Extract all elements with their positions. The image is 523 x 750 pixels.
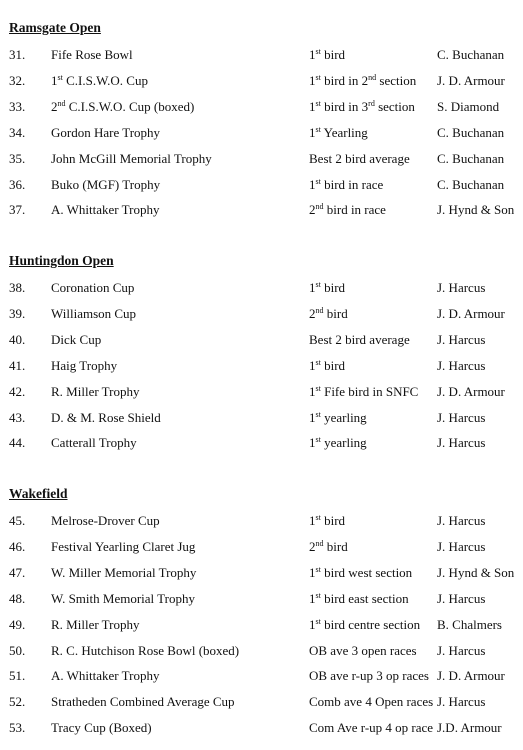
row-number: 35. <box>9 150 26 166</box>
row-number: 31. <box>9 47 26 62</box>
section-heading: Ramsgate Open <box>9 20 101 35</box>
row-number: 51. <box>9 668 26 684</box>
trophy-row <box>0 125 523 143</box>
trophy-row <box>0 177 523 195</box>
trophy-name: Williamson Cup <box>51 305 137 321</box>
winner-name: J. D. Armour <box>437 668 505 684</box>
row-number: 32. <box>9 72 26 88</box>
winner-name: C. Buchanan <box>437 47 505 62</box>
winner-name: J. Harcus <box>437 590 486 606</box>
winner-name: J. Harcus <box>437 280 486 295</box>
trophy-name: Fife Rose Bowl <box>51 47 133 62</box>
winner-name: J. Harcus <box>437 435 486 451</box>
row-number: 43. <box>9 409 26 425</box>
award-criteria: 1st bird in race <box>309 176 384 192</box>
winner-name: J. Harcus <box>437 513 486 528</box>
trophy-row <box>0 643 523 661</box>
award-criteria: 1st bird <box>309 280 346 295</box>
award-criteria: 1st bird <box>309 513 346 528</box>
trophy-row <box>0 358 523 376</box>
award-criteria: OB ave r-up 3 op races <box>309 668 429 684</box>
award-criteria: Com Ave r-up 4 op race <box>309 720 434 736</box>
trophy-row <box>0 99 523 117</box>
trophy-row <box>0 694 523 712</box>
winner-name: J. Harcus <box>437 538 486 554</box>
trophy-row <box>0 384 523 402</box>
trophy-name: R. C. Hutchison Rose Bowl (boxed) <box>51 642 240 658</box>
section-heading: Huntingdon Open <box>9 253 114 268</box>
row-number: 48. <box>9 590 26 606</box>
row-number: 44. <box>9 435 26 451</box>
winner-name: B. Chalmers <box>437 616 502 632</box>
award-criteria: 1st bird <box>309 47 346 62</box>
row-number: 33. <box>9 98 26 114</box>
award-criteria: 1st Fife bird in SNFC <box>309 383 419 399</box>
trophy-name: Gordon Hare Trophy <box>51 124 161 140</box>
award-criteria: 1st bird in 3rd section <box>309 98 415 114</box>
winner-name: J. Harcus <box>437 331 486 347</box>
trophy-row <box>0 513 523 531</box>
trophy-row <box>0 591 523 609</box>
award-criteria: 1st bird <box>309 357 346 373</box>
trophy-name: Coronation Cup <box>51 280 135 295</box>
trophy-name: A. Whittaker Trophy <box>51 668 160 684</box>
row-number: 45. <box>9 513 26 528</box>
award-criteria: 1st yearling <box>309 435 367 451</box>
winner-name: C. Buchanan <box>437 150 505 166</box>
winner-name: J. Hynd & Son <box>437 564 515 580</box>
row-number: 40. <box>9 331 26 347</box>
winner-name: J. D. Armour <box>437 305 505 321</box>
row-number: 52. <box>9 694 26 710</box>
award-criteria: 1st bird centre section <box>309 616 421 632</box>
winner-name: J. D. Armour <box>437 72 505 88</box>
trophy-name: W. Miller Memorial Trophy <box>51 564 197 580</box>
trophy-name: John McGill Memorial Trophy <box>51 150 212 166</box>
trophy-name: Tracy Cup (Boxed) <box>51 720 152 736</box>
trophy-row <box>0 565 523 583</box>
winner-name: C. Buchanan <box>437 176 505 192</box>
winner-name: J. Harcus <box>437 694 486 710</box>
trophy-row <box>0 435 523 453</box>
winner-name: J. Harcus <box>437 642 486 658</box>
trophy-name: R. Miller Trophy <box>51 616 140 632</box>
trophy-row <box>0 720 523 738</box>
award-criteria: 1st bird in 2nd section <box>309 72 417 88</box>
award-criteria: 1st bird east section <box>309 590 409 606</box>
trophy-row <box>0 280 523 298</box>
row-number: 42. <box>9 383 26 399</box>
trophy-row <box>0 306 523 324</box>
award-criteria: 1st Yearling <box>309 124 368 140</box>
row-number: 50. <box>9 642 26 658</box>
award-criteria: Comb ave 4 Open races <box>309 694 434 710</box>
trophy-name: Dick Cup <box>51 331 102 347</box>
trophy-name: R. Miller Trophy <box>51 383 140 399</box>
row-number: 47. <box>9 564 26 580</box>
row-number: 49. <box>9 616 26 632</box>
trophy-name: Stratheden Combined Average Cup <box>51 694 235 710</box>
row-number: 38. <box>9 280 26 295</box>
row-number: 53. <box>9 720 26 736</box>
trophy-name: 2nd C.I.S.W.O. Cup (boxed) <box>51 98 195 114</box>
trophy-name: Haig Trophy <box>51 357 118 373</box>
trophy-row <box>0 410 523 428</box>
award-criteria: 2nd bird in race <box>309 202 386 218</box>
trophy-name: A. Whittaker Trophy <box>51 202 160 218</box>
trophy-row <box>0 539 523 557</box>
award-criteria: 2nd bird <box>309 305 348 321</box>
trophy-name: 1st C.I.S.W.O. Cup <box>51 72 148 88</box>
award-criteria: Best 2 bird average <box>309 150 410 166</box>
trophy-name: W. Smith Memorial Trophy <box>51 590 195 606</box>
row-number: 34. <box>9 124 26 140</box>
trophy-name: Buko (MGF) Trophy <box>51 176 161 192</box>
winner-name: J. Harcus <box>437 409 486 425</box>
winner-name: S. Diamond <box>437 98 500 114</box>
trophy-name: Catterall Trophy <box>51 435 137 451</box>
trophy-row <box>0 202 523 220</box>
award-criteria: Best 2 bird average <box>309 331 410 347</box>
section-heading: Wakefield <box>9 486 68 501</box>
winner-name: J.D. Armour <box>437 720 502 736</box>
winner-name: J. Hynd & Son <box>437 202 515 218</box>
winner-name: C. Buchanan <box>437 124 505 140</box>
trophy-row <box>0 332 523 350</box>
trophy-name: D. & M. Rose Shield <box>51 409 161 425</box>
award-criteria: 1st bird west section <box>309 564 413 580</box>
trophy-row <box>0 47 523 65</box>
trophy-row <box>0 151 523 169</box>
trophy-name: Festival Yearling Claret Jug <box>51 538 196 554</box>
row-number: 46. <box>9 538 26 554</box>
trophy-row <box>0 617 523 635</box>
row-number: 41. <box>9 357 26 373</box>
row-number: 37. <box>9 202 26 218</box>
winner-name: J. D. Armour <box>437 383 505 399</box>
trophy-row <box>0 668 523 686</box>
row-number: 39. <box>9 305 26 321</box>
winner-name: J. Harcus <box>437 357 486 373</box>
row-number: 36. <box>9 176 26 192</box>
award-criteria: 1st yearling <box>309 409 367 425</box>
trophy-row <box>0 73 523 91</box>
trophy-name: Melrose-Drover Cup <box>51 513 160 528</box>
award-criteria: OB ave 3 open races <box>309 642 417 658</box>
award-criteria: 2nd bird <box>309 538 348 554</box>
